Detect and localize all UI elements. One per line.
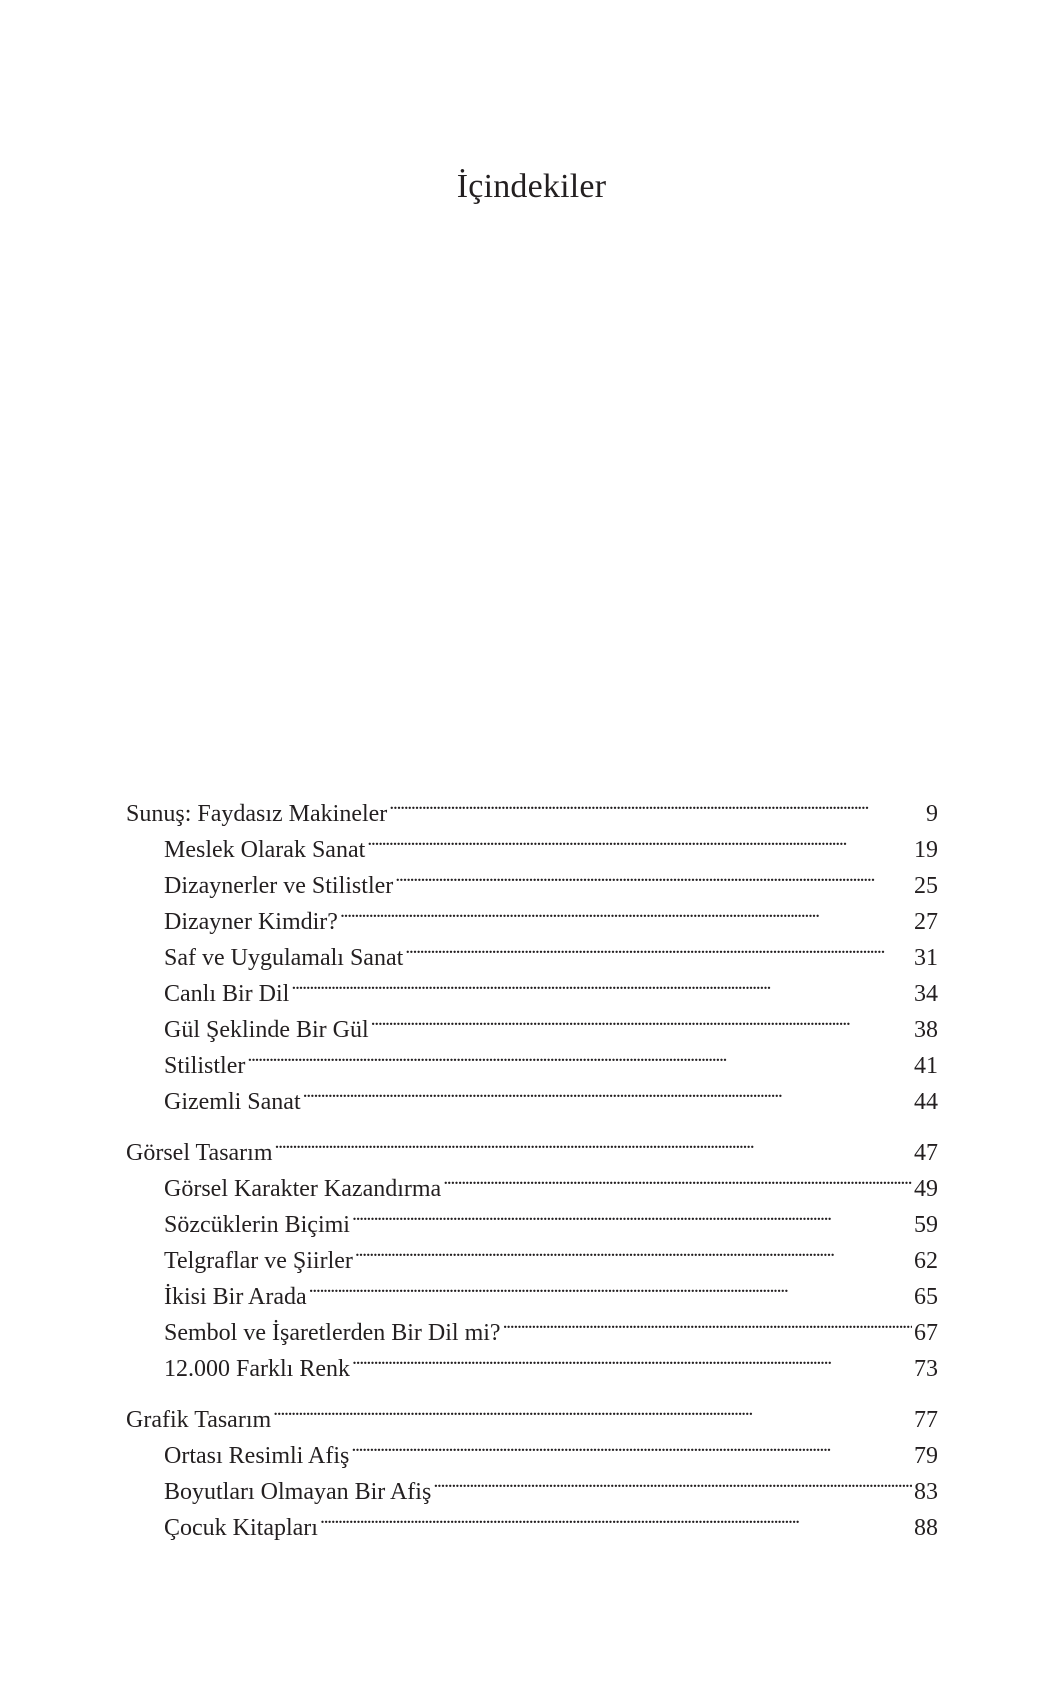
toc-page-number: 62 — [914, 1248, 938, 1274]
toc-page-number: 73 — [914, 1356, 938, 1382]
toc-page-number: 83 — [914, 1479, 938, 1505]
toc-page-number: 77 — [914, 1407, 938, 1433]
toc-page-number: 9 — [926, 801, 938, 827]
toc-entry-title: Görsel Karakter Kazandırma — [164, 1176, 442, 1202]
toc-entry-title: Boyutları Olmayan Bir Afiş — [164, 1479, 432, 1505]
toc-page-number: 79 — [914, 1443, 938, 1469]
dot-leader — [309, 1268, 912, 1304]
toc-entry-row[interactable] — [126, 1037, 938, 1079]
dot-leader — [275, 1124, 912, 1160]
toc-page-number: 38 — [914, 1017, 938, 1043]
dot-leader — [352, 1340, 912, 1376]
toc-entry-title: 12.000 Farklı Renk — [164, 1356, 350, 1382]
toc-entry-title: Sembol ve İşaretlerden Bir Dil mi? — [164, 1320, 501, 1346]
toc-page-number: 88 — [914, 1515, 938, 1541]
page-title: İçindekiler — [456, 168, 607, 205]
toc-entry-title: Çocuk Kitapları — [164, 1515, 318, 1541]
toc-entry-title: Telgraflar ve Şiirler — [164, 1248, 353, 1274]
toc-chapter-title: Sunuş: Faydasız Makineler — [126, 801, 388, 827]
dot-leader — [503, 1304, 912, 1340]
dot-leader — [405, 929, 912, 965]
toc-chapter-row[interactable] — [126, 1124, 938, 1166]
toc-entry-title: Meslek Olarak Sanat — [164, 837, 366, 863]
dot-leader — [247, 1037, 912, 1073]
toc-page-number: 25 — [914, 873, 938, 899]
dot-leader — [303, 1073, 912, 1109]
toc-page-number: 59 — [914, 1212, 938, 1238]
toc-page-number: 67 — [914, 1320, 938, 1346]
toc-entry-title: Saf ve Uygulamalı Sanat — [164, 945, 404, 971]
toc-entry-title: Stilistler — [164, 1053, 246, 1079]
toc-page-number: 27 — [914, 909, 938, 935]
toc-entry-title: Dizaynerler ve Stilistler — [164, 873, 394, 899]
dot-leader — [352, 1196, 912, 1232]
toc-page-number: 19 — [914, 837, 938, 863]
toc-page-number: 41 — [914, 1053, 938, 1079]
dot-leader — [443, 1160, 912, 1196]
toc-page-number: 34 — [914, 981, 938, 1007]
dot-leader — [340, 893, 912, 929]
dot-leader — [351, 1427, 912, 1463]
dot-leader — [320, 1499, 912, 1535]
dot-leader — [355, 1232, 912, 1268]
toc-entry-title: Gül Şeklinde Bir Gül — [164, 1017, 369, 1043]
toc-entry-title: Sözcüklerin Biçimi — [164, 1212, 350, 1238]
toc-entry-title: Dizayner Kimdir? — [164, 909, 338, 935]
toc-section — [126, 1391, 938, 1541]
toc-page-number: 31 — [914, 945, 938, 971]
toc-entry-title: Ortası Resimli Afiş — [164, 1443, 350, 1469]
toc-chapter-row[interactable] — [126, 1391, 938, 1433]
toc-entry-title: Canlı Bir Dil — [164, 981, 290, 1007]
dot-leader — [367, 821, 912, 857]
dot-leader — [389, 785, 924, 821]
dot-leader — [371, 1001, 912, 1037]
toc-page-number: 49 — [914, 1176, 938, 1202]
toc-page-number: 47 — [914, 1140, 938, 1166]
toc-chapter-title: Görsel Tasarım — [126, 1140, 273, 1166]
toc-entry-title: Gizemli Sanat — [164, 1089, 301, 1115]
dot-leader — [291, 965, 912, 1001]
toc-entry-row[interactable] — [126, 1073, 938, 1115]
toc-page-number: 44 — [914, 1089, 938, 1115]
dot-leader — [395, 857, 912, 893]
dot-leader — [273, 1391, 912, 1427]
toc-entry-title: İkisi Bir Arada — [164, 1284, 307, 1310]
toc-section — [126, 785, 938, 1115]
dot-leader — [433, 1463, 912, 1499]
toc-chapter-title: Grafik Tasarım — [126, 1407, 272, 1433]
toc-section — [126, 1124, 938, 1382]
table-of-contents — [126, 785, 938, 1550]
toc-chapter-row[interactable] — [126, 785, 938, 827]
toc-page-number: 65 — [914, 1284, 938, 1310]
